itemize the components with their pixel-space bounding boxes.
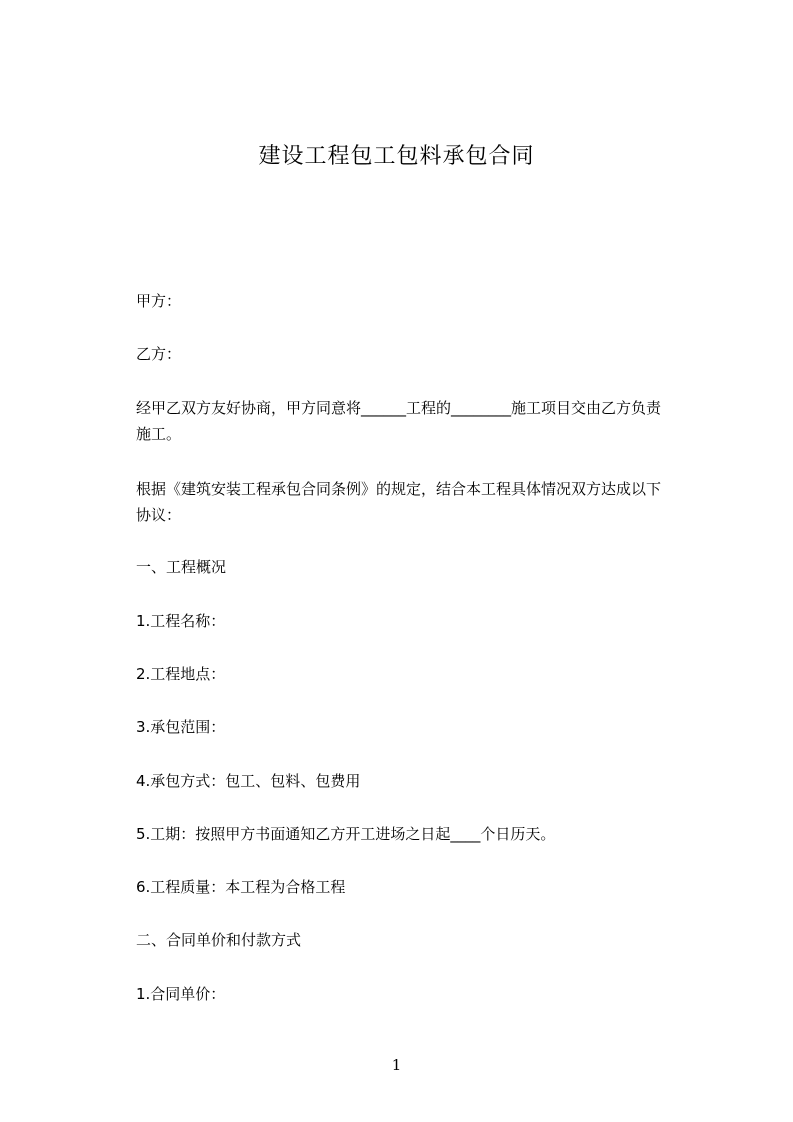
basis-paragraph-line-2: 协议： bbox=[136, 506, 182, 524]
item-construction-period: 5.工期：按照甲方书面通知乙方开工进场之日起____个日历天。 bbox=[136, 825, 556, 843]
item-contract-unit-price: 1.合同单价： bbox=[136, 985, 226, 1003]
item-project-location: 2.工程地点： bbox=[136, 665, 226, 683]
item-project-quality: 6.工程质量：本工程为合格工程 bbox=[136, 878, 346, 896]
page-number: 1 bbox=[391, 1056, 402, 1074]
section-heading-project-overview: 一、工程概况 bbox=[136, 558, 227, 576]
intro-paragraph-line-2: 施工。 bbox=[136, 425, 182, 443]
document-title: 建设工程包工包料承包合同 bbox=[258, 144, 535, 169]
section-heading-price-payment: 二、合同单价和付款方式 bbox=[136, 931, 302, 949]
item-contract-method: 4.承包方式：包工、包料、包费用 bbox=[136, 772, 361, 790]
party-b-label: 乙方： bbox=[136, 345, 182, 363]
item-contract-scope: 3.承包范围： bbox=[136, 718, 226, 736]
party-a-label: 甲方： bbox=[136, 292, 182, 310]
item-project-name: 1.工程名称： bbox=[136, 612, 226, 630]
intro-paragraph-line-1: 经甲乙双方友好协商，甲方同意将______工程的________施工项目交由乙方负责 bbox=[136, 399, 662, 417]
basis-paragraph-line-1: 根据《建筑安装工程承包合同条例》的规定，结合本工程具体情况双方达成以下 bbox=[136, 480, 662, 498]
